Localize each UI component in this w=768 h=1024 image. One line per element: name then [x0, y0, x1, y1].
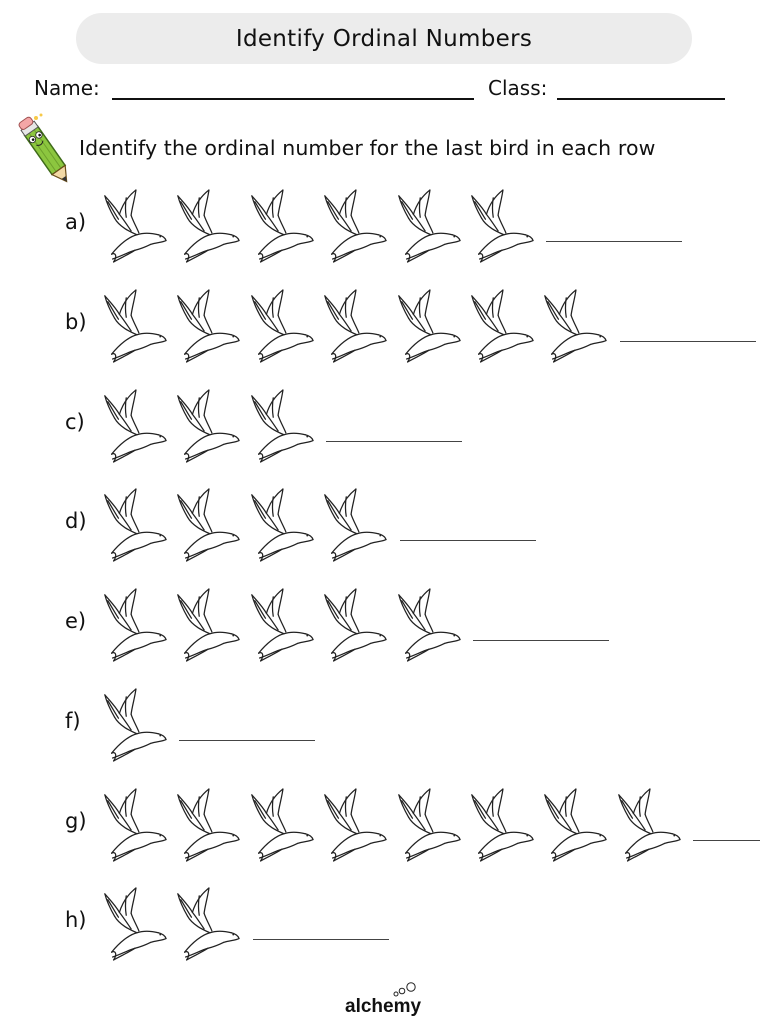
bird-icon — [100, 587, 168, 663]
answer-line[interactable] — [179, 740, 315, 741]
bird-icon — [173, 388, 241, 464]
bird-row — [0, 587, 768, 667]
bird-icon — [394, 288, 462, 364]
bird-icon — [320, 487, 388, 563]
bird-icon — [394, 188, 462, 264]
name-label: Name: — [34, 76, 100, 100]
bird-icon — [320, 288, 388, 364]
bird-icon — [247, 487, 315, 563]
brand-name: alchemy — [345, 996, 422, 1017]
bird-icon — [173, 886, 241, 962]
row-label: c) — [65, 410, 85, 434]
bird-icon — [247, 787, 315, 863]
row-label: h) — [65, 908, 87, 932]
bird-icon — [173, 288, 241, 364]
pencil-icon — [14, 112, 78, 192]
bird-row — [0, 188, 768, 268]
bird-icon — [614, 787, 682, 863]
bird-icon — [100, 487, 168, 563]
row-label: f) — [65, 709, 81, 733]
answer-line[interactable] — [620, 341, 756, 342]
bird-row — [0, 687, 768, 767]
answer-line[interactable] — [546, 241, 682, 242]
bird-icon — [394, 787, 462, 863]
alchemy-logo — [340, 982, 430, 1018]
bird-icon — [467, 787, 535, 863]
bird-icon — [540, 288, 608, 364]
bird-row — [0, 388, 768, 468]
row-label: g) — [65, 809, 87, 833]
answer-line[interactable] — [693, 840, 760, 841]
bird-icon — [100, 787, 168, 863]
student-info-row — [34, 72, 734, 104]
bird-icon — [394, 587, 462, 663]
row-label: e) — [65, 609, 87, 633]
bird-icon — [320, 587, 388, 663]
row-label: b) — [65, 310, 87, 334]
answer-line[interactable] — [473, 640, 609, 641]
bird-icon — [100, 388, 168, 464]
instruction-text: Identify the ordinal number for the last bird in each row — [79, 136, 656, 160]
bird-icon — [100, 687, 168, 763]
class-label: Class: — [488, 76, 548, 100]
bird-icon — [540, 787, 608, 863]
bird-icon — [247, 587, 315, 663]
bird-icon — [100, 188, 168, 264]
bird-row — [0, 886, 768, 966]
row-label: d) — [65, 509, 87, 533]
bird-icon — [173, 188, 241, 264]
name-field[interactable] — [112, 98, 474, 100]
bird-row — [0, 787, 768, 867]
class-field[interactable] — [557, 98, 725, 100]
worksheet-title-banner — [76, 13, 692, 64]
bird-icon — [320, 188, 388, 264]
bird-icon — [247, 288, 315, 364]
bird-icon — [173, 587, 241, 663]
bird-icon — [247, 188, 315, 264]
row-label: a) — [65, 210, 87, 234]
bird-row — [0, 487, 768, 567]
bird-icon — [467, 188, 535, 264]
answer-line[interactable] — [400, 540, 536, 541]
answer-line[interactable] — [326, 441, 462, 442]
bird-icon — [173, 487, 241, 563]
bird-icon — [100, 886, 168, 962]
answer-line[interactable] — [253, 939, 389, 940]
bird-row — [0, 288, 768, 368]
bird-icon — [320, 787, 388, 863]
bird-icon — [247, 388, 315, 464]
page-title: Identify Ordinal Numbers — [235, 25, 533, 52]
bird-icon — [100, 288, 168, 364]
bird-icon — [467, 288, 535, 364]
bird-icon — [173, 787, 241, 863]
